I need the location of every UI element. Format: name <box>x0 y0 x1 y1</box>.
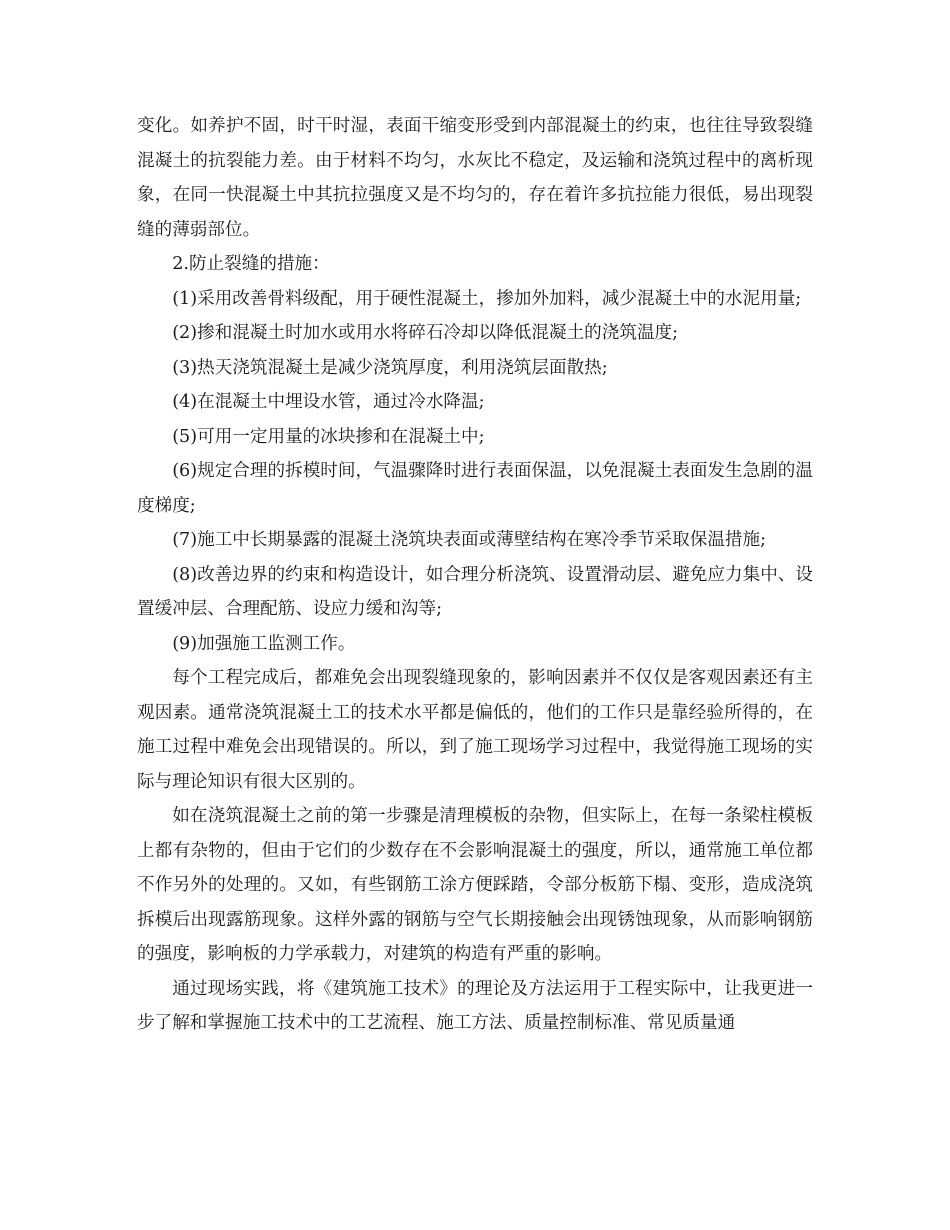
paragraph-site-observation: 每个工程完成后，都难免会出现裂缝现象的，影响因素并不仅仅是客观因素还有主观因素。通常浇筑混凝土工的技术水平都是偏低的，他们的工作只是靠经验所得的，在施工过程中难免会出现错误的。所以，到了施工现场学习过程中，我觉得施工现场的实际与理论知识有很大区别的。 <box>137 668 813 792</box>
list-item-2: (2)掺和混凝土时加水或用水将碎石冷却以降低混凝土的浇筑温度; <box>172 323 679 343</box>
paragraph-continuation: 变化。如养护不固，时干时湿，表面干缩变形受到内部混凝土的约束，也往往导致裂缝混凝土的抗裂能力差。由于材料不均匀，水灰比不稳定，及运输和浇筑过程中的离析现象，在同一快混凝土中其抗拉强度又是不均匀的，存在着许多抗拉能力很低，易出现裂缝的薄弱部位。 <box>137 116 813 240</box>
list-item-1: (1)采用改善骨料级配，用于硬性混凝土，掺加外加料，减少混凝土中的水泥用量; <box>172 288 802 309</box>
list-item-7: (7)施工中长期暴露的混凝土浇筑块表面或薄壁结构在寒冷季节采取保温措施; <box>172 530 767 550</box>
list-item-4: (4)在混凝土中埋设水管，通过冷水降温; <box>172 392 485 412</box>
list-item-3: (3)热天浇筑混凝土是减少浇筑厚度，利用浇筑层面散热; <box>172 357 608 378</box>
paragraph-conclusion: 通过现场实践，将《建筑施工技术》的理论及方法运用于工程实际中，让我更进一步了解和掌握施工技术中的工艺流程、施工方法、质量控制标准、常见质量通 <box>137 978 813 1033</box>
list-item-6: (6)规定合理的拆模时间，气温骤降时进行表面保温，以免混凝土表面发生急剧的温度梯度; <box>137 461 813 516</box>
list-item-8: (8)改善边界的约束和构造设计，如合理分析浇筑、设置滑动层、避免应力集中、设置缓冲层、合理配筋、设应力缓和沟等; <box>137 564 813 619</box>
document-body <box>137 109 813 1041</box>
paragraph-example: 如在浇筑混凝土之前的第一步骤是清理模板的杂物，但实际上，在每一条梁柱模板上都有杂物的，但由于它们的少数存在不会影响混凝土的强度，所以，通常施工单位都不作另外的处理的。又如，有些钢筋工涂方便踩踏，令部分板筋下榻、变形，造成浇筑拆模后出现露筋现象。这样外露的钢筋与空气长期接触会出现锈蚀现象，从而影响钢筋的强度，影响板的力学承载力，对建筑的构造有严重的影响。 <box>137 806 813 964</box>
list-item-5: (5)可用一定用量的冰块掺和在混凝土中; <box>172 426 485 447</box>
list-item-9: (9)加强施工监测工作。 <box>172 633 356 654</box>
section-heading-crack-prevention: 2.防止裂缝的措施： <box>172 254 330 274</box>
